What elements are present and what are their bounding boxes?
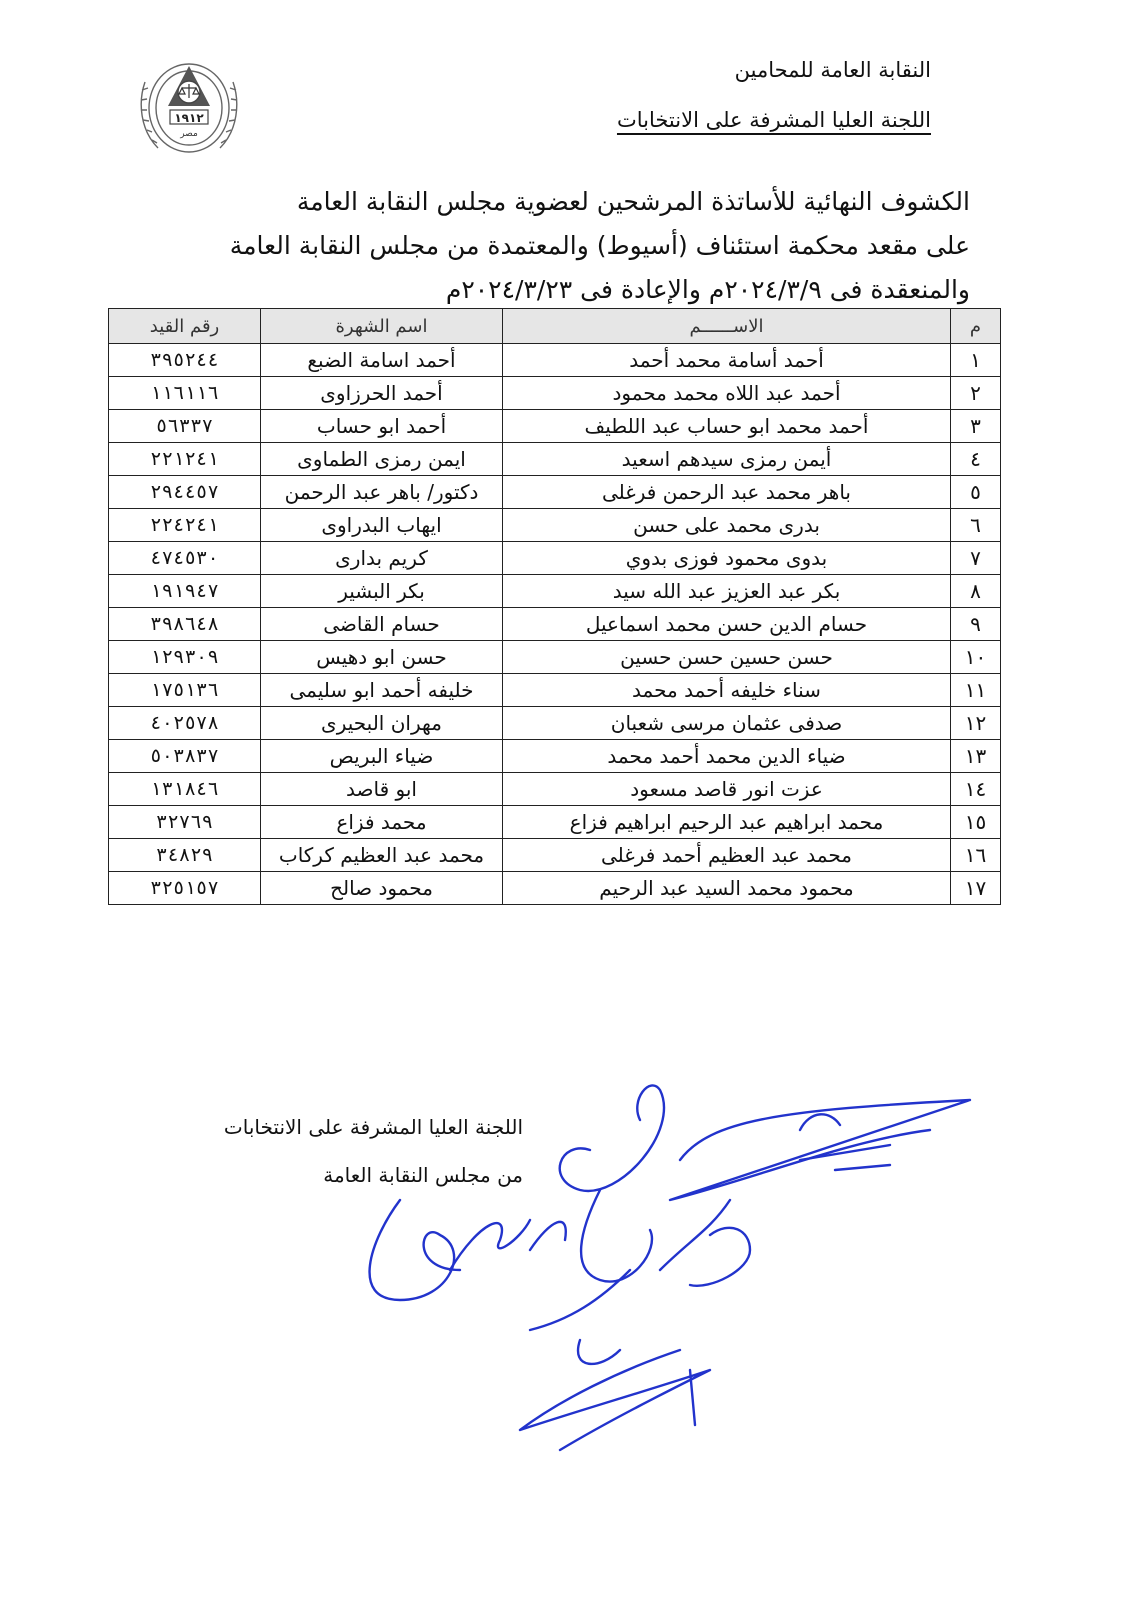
cell-known-as: ايمن رمزى الطماوى [261, 443, 503, 476]
cell-known-as: دكتور/ باهر عبد الرحمن [261, 476, 503, 509]
logo-country: مصر [180, 129, 198, 139]
cell-name: صدفى عثمان مرسى شعبان [503, 707, 951, 740]
cell-registration: ٤٠٢٥٧٨ [109, 707, 261, 740]
signature [520, 1350, 710, 1450]
table-row [109, 839, 1001, 872]
cell-number: ١٠ [951, 641, 1001, 674]
syndicate-logo [130, 52, 248, 160]
cell-name: محمد عبد العظيم أحمد فرغلى [503, 839, 951, 872]
cell-name: أحمد عبد اللاه محمد محمود [503, 377, 951, 410]
cell-known-as: حسن ابو دهيس [261, 641, 503, 674]
cell-registration: ٢٢٤٢٤١ [109, 509, 261, 542]
cell-name: أحمد أسامة محمد أحمد [503, 344, 951, 377]
cell-known-as: خليفه أحمد ابو سليمى [261, 674, 503, 707]
cell-name: حسن حسين حسن حسين [503, 641, 951, 674]
table-row [109, 806, 1001, 839]
signature [690, 1228, 750, 1286]
table-header-row [109, 309, 1001, 344]
cell-number: ١ [951, 344, 1001, 377]
cell-registration: ١٣١٨٤٦ [109, 773, 261, 806]
cell-number: ٩ [951, 608, 1001, 641]
organization-name: النقابة العامة للمحامين [734, 58, 931, 82]
table-row [109, 476, 1001, 509]
table-body [109, 344, 1001, 905]
signature [560, 1085, 664, 1191]
table-row [109, 377, 1001, 410]
cell-name: بدوى محمود فوزى بدوي [503, 542, 951, 575]
column-header-number: م [951, 309, 1001, 344]
cell-name: محمد ابراهيم عبد الرحيم ابراهيم فزاع [503, 806, 951, 839]
cell-number: ٥ [951, 476, 1001, 509]
cell-number: ١٤ [951, 773, 1001, 806]
committee-name: اللجنة العليا المشرفة على الانتخابات [616, 108, 931, 132]
cell-known-as: محمد عبد العظيم كركاب [261, 839, 503, 872]
cell-name: حسام الدين حسن محمد اسماعيل [503, 608, 951, 641]
cell-number: ٣ [951, 410, 1001, 443]
cell-number: ١٣ [951, 740, 1001, 773]
cell-number: ٤ [951, 443, 1001, 476]
cell-registration: ١٧٥١٣٦ [109, 674, 261, 707]
cell-number: ١٢ [951, 707, 1001, 740]
table-row [109, 344, 1001, 377]
cell-name: بكر عبد العزيز عبد الله سيد [503, 575, 951, 608]
cell-known-as: محمد فزاع [261, 806, 503, 839]
cell-registration: ١٩١٩٤٧ [109, 575, 261, 608]
cell-number: ٢ [951, 377, 1001, 410]
signature [530, 1270, 630, 1364]
table-row [109, 410, 1001, 443]
cell-registration: ٢٢١٢٤١ [109, 443, 261, 476]
column-header-registration: رقم القيد [109, 309, 261, 344]
candidates-table-wrapper [108, 308, 1000, 905]
table-row [109, 641, 1001, 674]
cell-number: ٦ [951, 509, 1001, 542]
signature [450, 1220, 566, 1270]
cell-number: ٨ [951, 575, 1001, 608]
cell-registration: ٥٠٣٨٣٧ [109, 740, 261, 773]
cell-name: أيمن رمزى سيدهم اسعيد [503, 443, 951, 476]
cell-number: ١١ [951, 674, 1001, 707]
cell-known-as: كريم بدارى [261, 542, 503, 575]
cell-registration: ١١٦١١٦ [109, 377, 261, 410]
table-row [109, 443, 1001, 476]
signature [581, 1190, 730, 1282]
table-row [109, 575, 1001, 608]
cell-number: ١٧ [951, 872, 1001, 905]
cell-registration: ٢٩٤٤٥٧ [109, 476, 261, 509]
footer-line: من مجلس النقابة العامة [323, 1163, 523, 1187]
cell-name: باهر محمد عبد الرحمن فرغلى [503, 476, 951, 509]
cell-name: بدرى محمد على حسن [503, 509, 951, 542]
column-header-name: الاســــــم [503, 309, 951, 344]
title-line: والمنعقدة فى ٢٠٢٤/٣/٩م والإعادة فى ٢٠٢٤/٣/٢٣م [445, 275, 970, 304]
cell-name: سناء خليفه أحمد محمد [503, 674, 951, 707]
committee-signatures [330, 1070, 1030, 1470]
cell-registration: ١٢٩٣٠٩ [109, 641, 261, 674]
cell-registration: ٥٦٣٣٧ [109, 410, 261, 443]
cell-registration: ٣٩٨٦٤٨ [109, 608, 261, 641]
title-line: الكشوف النهائية للأساتذة المرشحين لعضوية مجلس النقابة العامة [296, 187, 970, 216]
table-row [109, 674, 1001, 707]
cell-known-as: ايهاب البدراوى [261, 509, 503, 542]
cell-known-as: ضياء البريص [261, 740, 503, 773]
cell-registration: ٣٤٨٢٩ [109, 839, 261, 872]
cell-known-as: أحمد ابو حساب [261, 410, 503, 443]
cell-known-as: أحمد اسامة الضبع [261, 344, 503, 377]
cell-name: ضياء الدين محمد أحمد محمد [503, 740, 951, 773]
cell-known-as: بكر البشير [261, 575, 503, 608]
logo-year: ١٩١٢ [174, 111, 204, 125]
footer-line: اللجنة العليا المشرفة على الانتخابات [223, 1115, 523, 1139]
cell-number: ١٥ [951, 806, 1001, 839]
table-row [109, 773, 1001, 806]
table-row [109, 707, 1001, 740]
cell-registration: ٣٢٥١٥٧ [109, 872, 261, 905]
cell-known-as: ابو قاصد [261, 773, 503, 806]
cell-known-as: محمود صالح [261, 872, 503, 905]
cell-known-as: أحمد الحرزاوى [261, 377, 503, 410]
signature [370, 1200, 460, 1300]
title-line: على مقعد محكمة استئناف (أسيوط) والمعتمدة من مجلس النقابة العامة [229, 231, 970, 260]
cell-registration: ٣٩٥٢٤٤ [109, 344, 261, 377]
cell-registration: ٣٢٧٦٩ [109, 806, 261, 839]
cell-known-as: مهران البحيرى [261, 707, 503, 740]
table-row [109, 740, 1001, 773]
cell-registration: ٤٧٤٥٣٠ [109, 542, 261, 575]
cell-number: ١٦ [951, 839, 1001, 872]
table-row [109, 608, 1001, 641]
cell-name: أحمد محمد ابو حساب عبد اللطيف [503, 410, 951, 443]
document-title [120, 180, 970, 312]
candidates-table [108, 308, 1001, 905]
cell-known-as: حسام القاضى [261, 608, 503, 641]
cell-number: ٧ [951, 542, 1001, 575]
cell-name: محمود محمد السيد عبد الرحيم [503, 872, 951, 905]
table-row [109, 509, 1001, 542]
table-row [109, 872, 1001, 905]
column-header-known-as: اسم الشهرة [261, 309, 503, 344]
cell-name: عزت انور قاصد مسعود [503, 773, 951, 806]
table-row [109, 542, 1001, 575]
